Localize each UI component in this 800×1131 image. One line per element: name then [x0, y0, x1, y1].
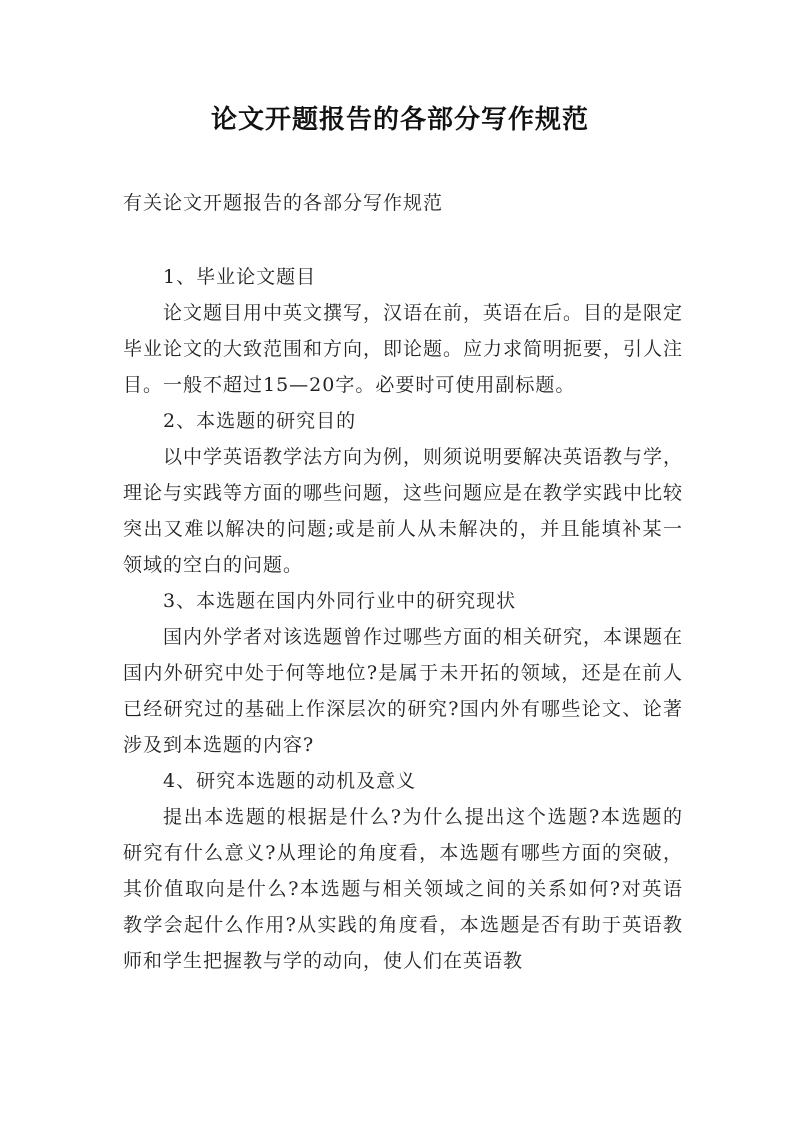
paragraph-3: 国内外学者对该选题曾作过哪些方面的相关研究，本课题在国内外研究中处于何等地位?是属于未开拓的领域，还是在前人已经研究过的基础上作深层次的研究?国内外有哪些论文、论著涉及到本选题的内容?: [123, 626, 684, 756]
section-heading-4: 4、研究本选题的动机及意义: [163, 770, 417, 792]
document-body: [123, 259, 683, 979]
document-subtitle: 有关论文开题报告的各部分写作规范: [123, 192, 444, 214]
paragraph-2: 以中学英语教学法方向为例，则须说明要解决英语教与学，理论与实践等方面的哪些问题，这些问题应是在教学实践中比较突出又难以解决的问题;或是前人从未解决的，并且能填补某一领域的空白的问题。: [123, 446, 684, 576]
paragraph-4: 提出本选题的根据是什么?为什么提出这个选题?本选题的研究有什么意义?从理论的角度看，本选题有哪些方面的突破，其价值取向是什么?本选题与相关领域之间的关系如何?对英语教学会起什么作用?从实践的角度看，本选题是否有助于英语教师和学生把握教与学的动向，使人们在英语教: [123, 806, 683, 972]
section-heading-3: 3、本选题在国内外同行业中的研究现状: [163, 590, 517, 612]
section-heading-1: 1、毕业论文题目: [163, 266, 317, 288]
paragraph-1: 论文题目用中英文撰写，汉语在前，英语在后。目的是限定毕业论文的大致范围和方向，即论题。应力求简明扼要，引人注目。一般不超过15—20字。必要时可使用副标题。: [123, 302, 684, 396]
document-title: 论文开题报告的各部分写作规范: [210, 105, 589, 135]
section-heading-2: 2、本选题的研究目的: [163, 410, 357, 432]
